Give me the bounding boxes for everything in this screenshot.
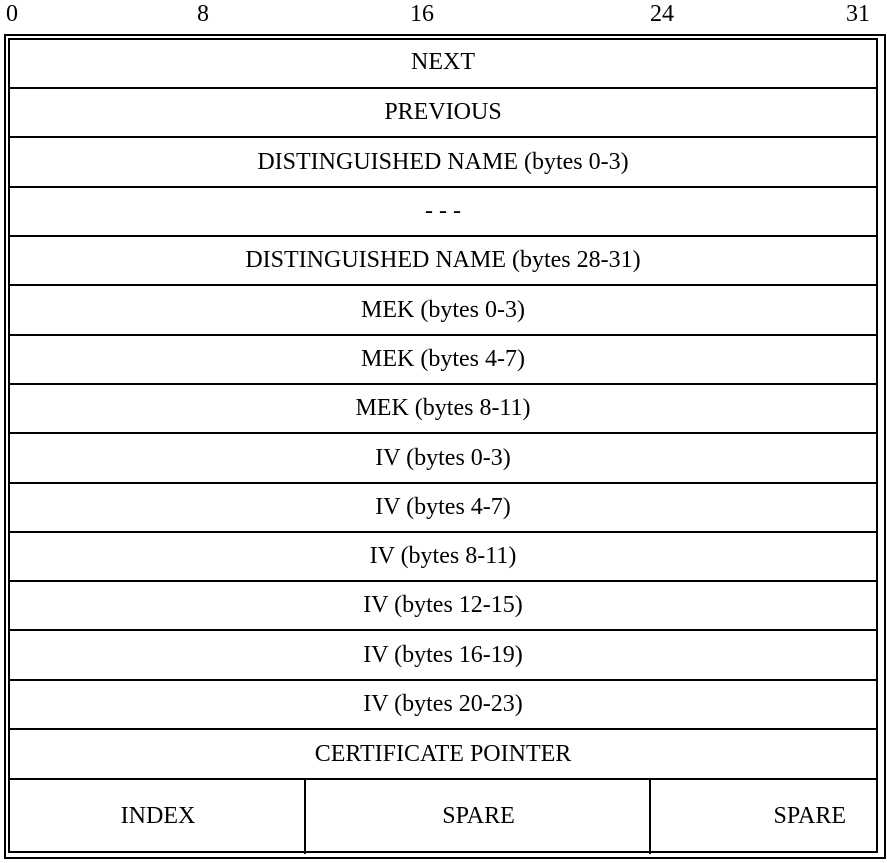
field-index — [10, 780, 306, 853]
field-row-dn-28-31 — [8, 237, 878, 286]
field-label: SPARE — [773, 803, 846, 829]
bit-label-31: 31 — [846, 1, 870, 27]
field-label: MEK (bytes 4-7) — [361, 346, 525, 372]
field-row-ellipsis — [8, 188, 878, 237]
field-row-mek-8-11 — [8, 385, 878, 434]
field-row-iv-16-19 — [8, 631, 878, 681]
field-row-iv-12-15 — [8, 582, 878, 631]
field-row-mek-4-7 — [8, 336, 878, 385]
field-label: MEK (bytes 0-3) — [361, 296, 525, 323]
field-row-iv-4-7 — [8, 484, 878, 533]
field-label: IV (bytes 20-23) — [363, 691, 523, 717]
bit-label-24: 24 — [650, 1, 674, 27]
field-spare-2 — [651, 780, 876, 853]
field-label: IV (bytes 0-3) — [375, 444, 511, 471]
field-row-mek-0-3 — [8, 286, 878, 336]
field-row-dn-0-3 — [8, 138, 878, 188]
field-row-iv-0-3 — [8, 434, 878, 484]
field-label: IV (bytes 8-11) — [369, 543, 517, 569]
field-label: INDEX — [120, 803, 196, 829]
field-row-iv-20-23 — [8, 681, 878, 730]
field-row-next — [8, 38, 878, 89]
field-label: SPARE — [442, 803, 515, 829]
field-label: IV (bytes 16-19) — [363, 641, 523, 668]
field-spare-1 — [306, 780, 651, 853]
field-label: IV (bytes 12-15) — [363, 592, 523, 618]
field-row-iv-8-11 — [8, 533, 878, 582]
field-label: PREVIOUS — [384, 99, 502, 125]
field-label: IV (bytes 4-7) — [375, 494, 511, 520]
bit-label-8: 8 — [197, 1, 209, 27]
field-label: CERTIFICATE POINTER — [314, 740, 572, 767]
field-label: - - - — [425, 198, 461, 224]
bit-label-0: 0 — [6, 1, 18, 27]
field-row-certificate-pointer — [8, 730, 878, 780]
field-row-previous — [8, 89, 878, 138]
field-label: MEK (bytes 8-11) — [355, 395, 531, 421]
field-label: DISTINGUISHED NAME (bytes 28-31) — [245, 247, 641, 273]
field-label: NEXT — [411, 49, 475, 75]
bit-label-16: 16 — [410, 1, 434, 27]
field-label: DISTINGUISHED NAME (bytes 0-3) — [257, 148, 629, 175]
